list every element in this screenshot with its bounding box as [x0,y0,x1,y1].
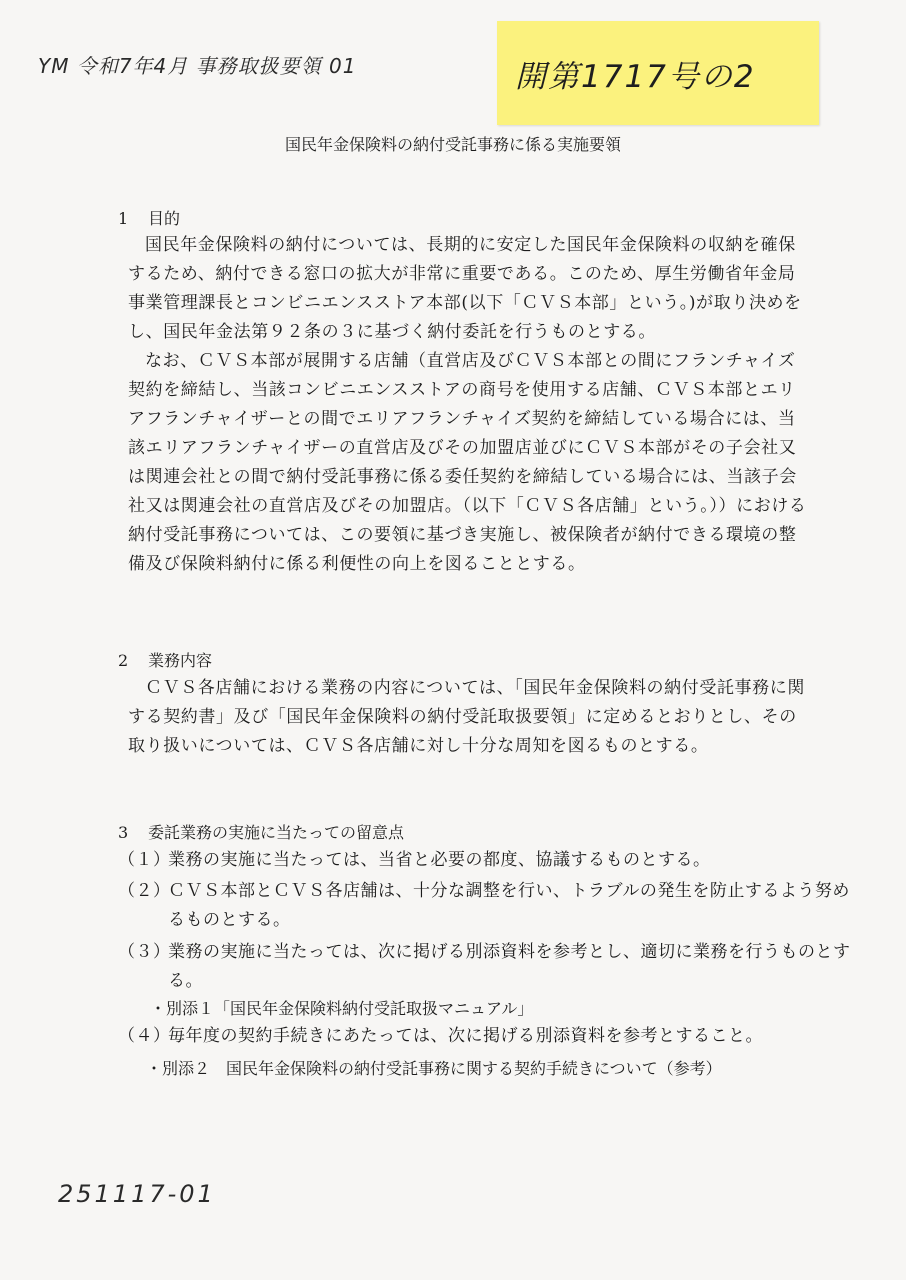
list-item-label: （３） [118,942,171,962]
section-1-paragraph-1: 国民年金保険料の納付については、長期的に安定した国民年金保険料の収納を確保するため、納付できる窓口の拡大が非常に重要である。このため、厚生労働省年金局事業管理課長とコンビニエンスストア本部(以下「ＣＶＳ本部」という。)が取り決めをし、国民年金法第９２条の３に基づく納付委託を行うものとする。 [128,235,802,342]
section-1-heading [118,206,180,229]
list-item-3 [118,938,858,996]
section-1-paragraph-2: なお、ＣＶＳ本部が展開する店舗（直営店及びＣＶＳ本部との間にフランチャイズ契約を締結し、当該コンビニエンスストアの商号を使用する店舗、ＣＶＳ本部とエリアフランチャイザーとの間でエリアフランチャイズ契約を締結している場合には、当該エリアフランチャイザーの直営店及びその加盟店並びにＣＶＳ本部がその子会社又は関連会社との間で納付受託事務に係る委任契約を締結している場合には、当該子会社又は関連会社の直営店及びその加盟店。（以下「ＣＶＳ各店舗」という。））における納付受託事務については、この要領に基づき実施し、被保険者が納付できる環境の整備及び保険料納付に係る利便性の向上を図ることとする。 [128,351,807,574]
list-item-2 [118,877,858,935]
section-number: 3 [118,823,129,842]
handwritten-header: YM 令和7年4月 事務取扱要領 01 [38,54,357,78]
section-number: 2 [118,651,129,670]
attachment-1: ・別添１「国民年金保険料納付受託取扱マニュアル」 [150,999,534,1018]
section-2-paragraph: ＣＶＳ各店舗における業務の内容については、「国民年金保険料の納付受託事務に関する契約書」及び「国民年金保険料の納付受託取扱要領」に定めるとおりとし、その取り扱いについては、ＣＶＳ各店舗に対し十分な周知を図るものとする。 [128,678,805,756]
attachment-2: ・別添２ 国民年金保険料の納付受託事務に関する契約手続きについて（参考） [146,1059,722,1078]
list-item-text: ＣＶＳ本部とＣＶＳ各店舗は、十分な調整を行い、トラブルの発生を防止するよう努めるものとする。 [168,881,850,930]
list-item-label: （１） [118,850,171,870]
section-title: 目的 [148,209,181,228]
list-item-1 [118,846,858,875]
section-number: 1 [118,209,129,228]
document-title: 国民年金保険料の納付受託事務に係る実施要領 [284,135,621,154]
handwritten-footer: 251117-01 [58,1180,216,1208]
list-item-text: 業務の実施に当たっては、当省と必要の都度、協議するものとする。 [168,850,711,870]
list-item-label: （２） [118,881,171,901]
list-item-label: （４） [118,1026,171,1046]
sticky-note-text: 開第1717号の2 [515,59,756,95]
sticky-note [497,21,819,125]
section-title: 業務内容 [148,651,213,670]
section-title: 委託業務の実施に当たっての留意点 [148,823,405,842]
section-3-heading [118,820,404,843]
list-item-4 [118,1022,858,1051]
list-item-text: 毎年度の契約手続きにあたっては、次に掲げる別添資料を参考とすること。 [168,1026,763,1046]
list-item-text: 業務の実施に当たっては、次に掲げる別添資料を参考とし、適切に業務を行うものとする。 [168,942,851,991]
section-2-heading [118,648,212,671]
